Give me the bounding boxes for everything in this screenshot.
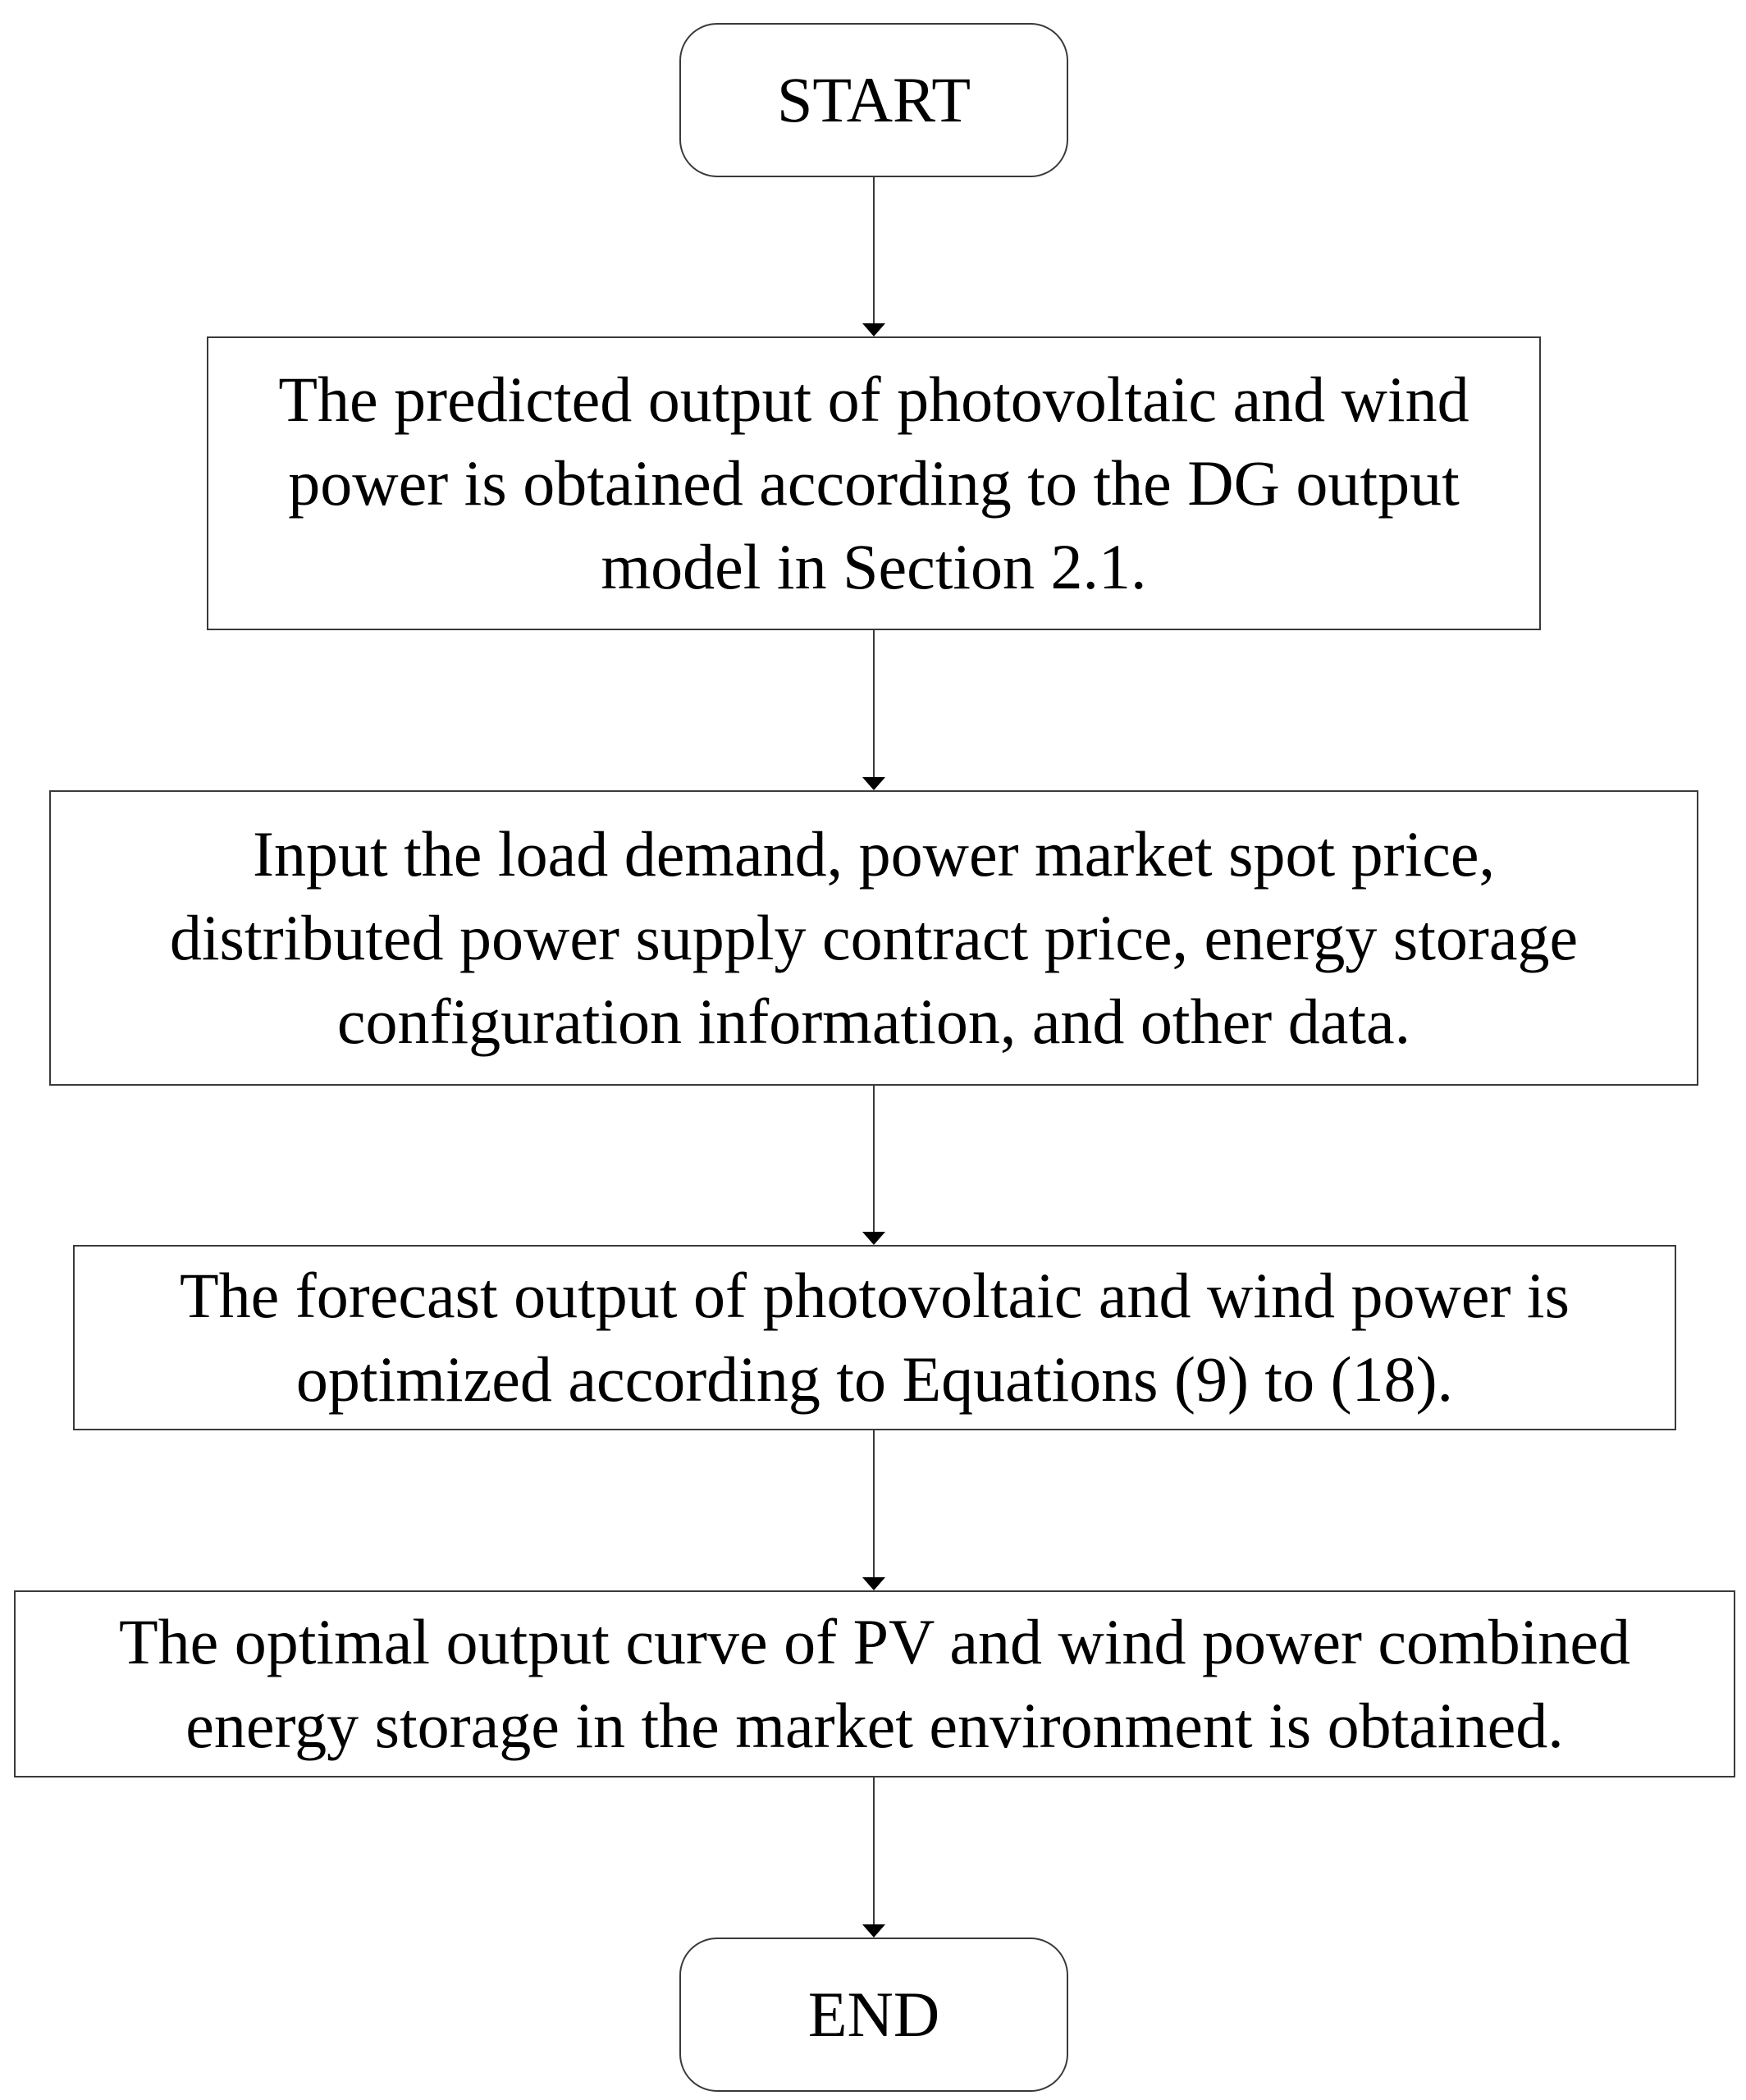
- step1-line-1: The predicted output of photovoltaic and wind: [278, 364, 1469, 435]
- step3-line-1: The forecast output of photovoltaic and wind power is: [180, 1260, 1570, 1331]
- arrow-step4-to-end-head: [862, 1924, 885, 1938]
- arrow-step1-to-step2-head: [862, 777, 885, 790]
- process-step-optimize-forecast: [73, 1245, 1676, 1430]
- step2-line-1: Input the load demand, power market spot price,: [252, 818, 1496, 890]
- process-step-input-data: [49, 790, 1698, 1086]
- step4-line-2: energy storage in the market environment is obtained.: [185, 1690, 1564, 1761]
- step1-line-2: power is obtained according to the DG output: [288, 447, 1460, 519]
- process-step-optimal-output-curve: [14, 1590, 1735, 1777]
- step1-line-3: model in Section 2.1.: [601, 531, 1147, 602]
- step2-line-2: distributed power supply contract price, energy storage: [169, 902, 1579, 973]
- step3-line-2: optimized according to Equations (9) to (18).: [295, 1343, 1454, 1415]
- arrow-step3-to-step4-head: [862, 1577, 885, 1590]
- step4-line-1: The optimal output curve of PV and wind power combined: [118, 1606, 1631, 1677]
- end-terminal: [679, 1938, 1068, 2092]
- end-label: END: [807, 1979, 940, 2050]
- arrow-step2-to-step3-head: [862, 1232, 885, 1245]
- start-terminal: [679, 23, 1068, 177]
- start-label: START: [776, 64, 971, 135]
- step2-line-3: configuration information, and other data.: [336, 986, 1411, 1057]
- arrow-start-to-step1-head: [862, 323, 885, 336]
- process-step-predicted-output: [207, 336, 1541, 630]
